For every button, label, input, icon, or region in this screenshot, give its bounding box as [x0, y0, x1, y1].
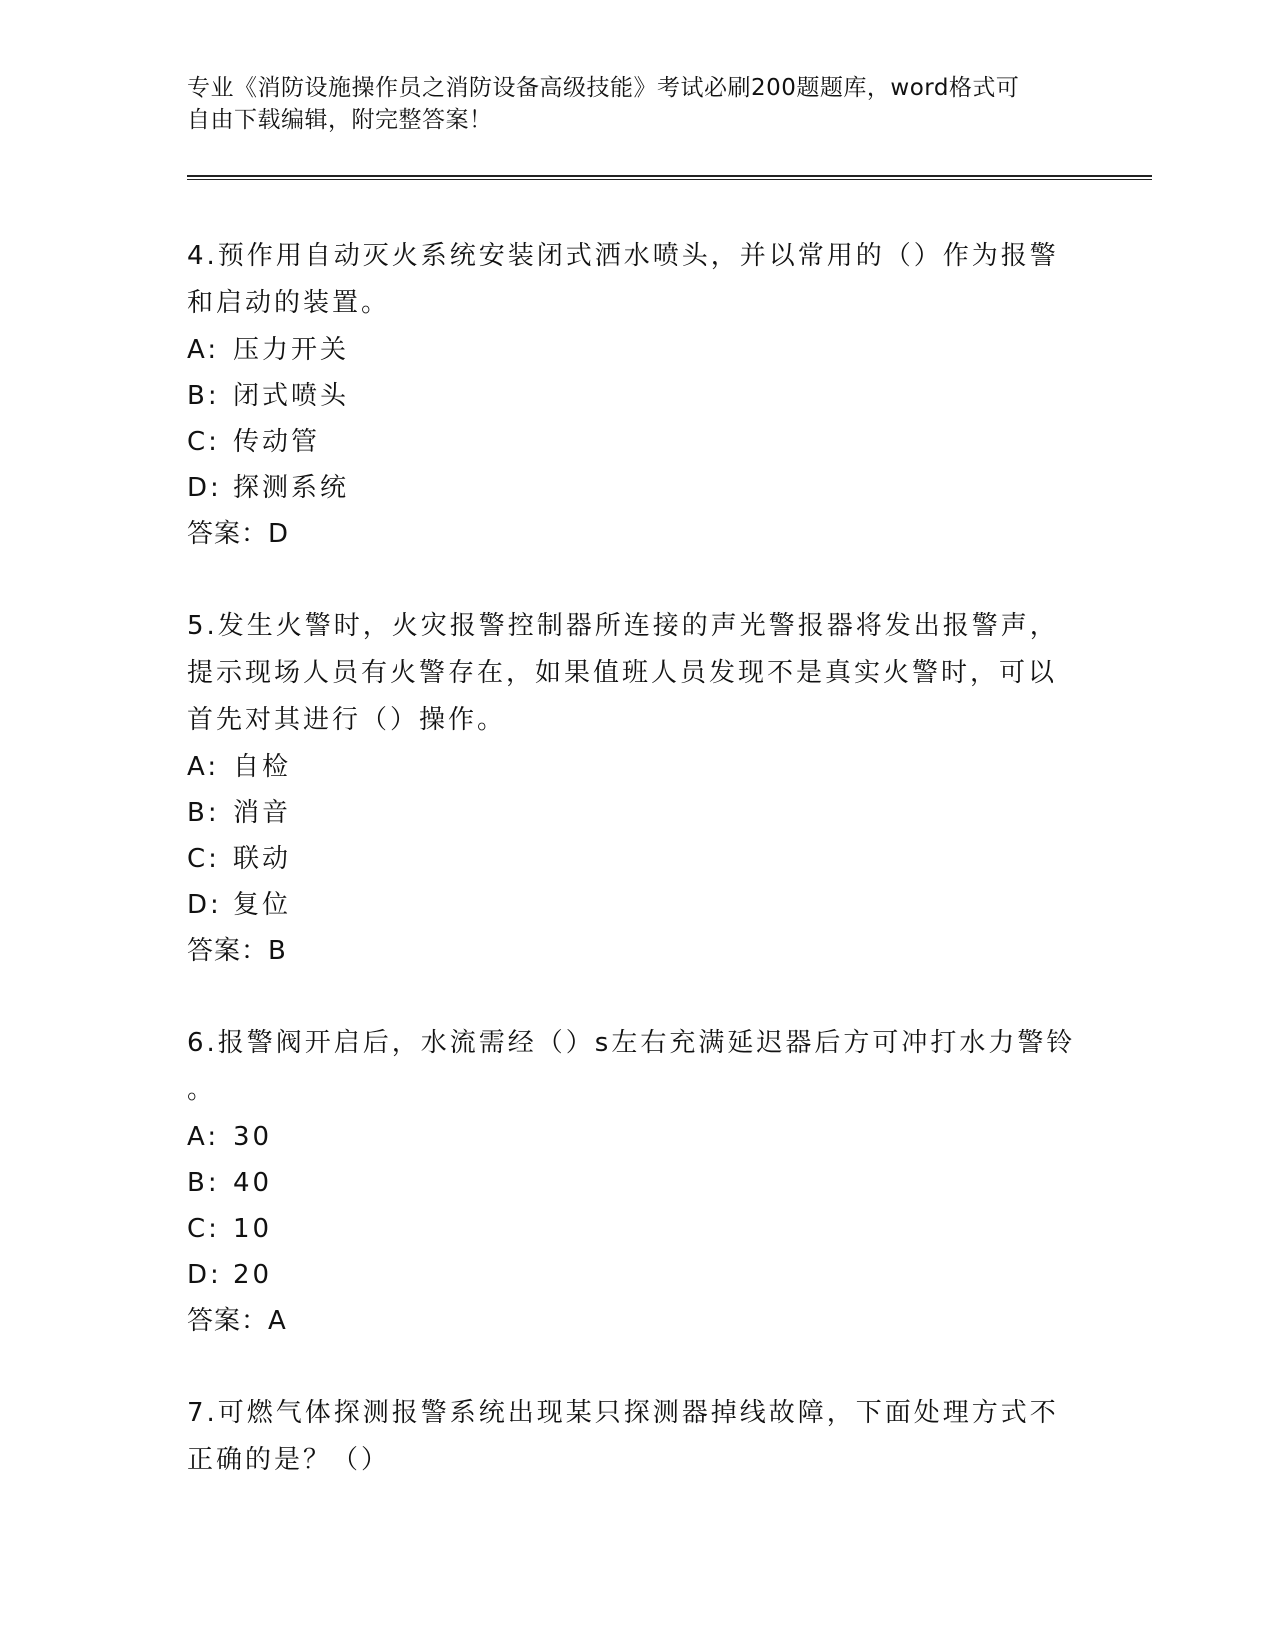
- option-a: [187, 744, 1087, 790]
- option-text: 自检: [233, 752, 292, 782]
- question-stem: [187, 603, 1087, 744]
- question-list: [187, 233, 1087, 1530]
- option-c: [187, 836, 1087, 882]
- option-c: [187, 419, 1087, 465]
- stem-line: 6.报警阀开启后，水流需经（）s左右充满延迟器后方可冲打水力警铃: [187, 1028, 1076, 1058]
- option-b: [187, 790, 1087, 836]
- answer-line: 答案：A: [187, 1306, 287, 1336]
- option-text: 压力开关: [233, 335, 350, 365]
- stem-line: 。: [187, 1075, 217, 1105]
- option-key: D:: [187, 890, 222, 920]
- option-key: C:: [187, 427, 220, 457]
- option-key: A:: [187, 1122, 220, 1152]
- option-text: 闭式喷头: [233, 381, 350, 411]
- answer-line: 答案：D: [187, 519, 290, 549]
- option-b: [187, 373, 1087, 419]
- option-text: 20: [233, 1260, 273, 1290]
- option-text: 40: [233, 1168, 273, 1198]
- question-stem: [187, 1390, 1087, 1484]
- option-key: B:: [187, 381, 220, 411]
- option-key: C:: [187, 1214, 220, 1244]
- question-5: [187, 603, 1087, 974]
- option-text: 传动管: [233, 427, 321, 457]
- option-d: [187, 882, 1087, 928]
- option-text: 探测系统: [233, 473, 350, 503]
- page-header: [187, 72, 1067, 136]
- stem-line: 7.可燃气体探测报警系统出现某只探测器掉线故障，下面处理方式不: [187, 1398, 1059, 1428]
- option-text: 联动: [233, 844, 292, 874]
- option-text: 10: [233, 1214, 273, 1244]
- question-4: [187, 233, 1087, 557]
- option-key: A:: [187, 752, 220, 782]
- option-text: 复位: [233, 890, 292, 920]
- question-stem: [187, 233, 1087, 327]
- option-a: [187, 327, 1087, 373]
- option-key: A:: [187, 335, 220, 365]
- stem-line: 首先对其进行（）操作。: [187, 705, 507, 735]
- option-key: D:: [187, 473, 222, 503]
- option-key: B:: [187, 1168, 220, 1198]
- stem-line: 正确的是？（）: [187, 1445, 391, 1475]
- option-key: B:: [187, 798, 220, 828]
- option-a: [187, 1114, 1087, 1160]
- question-6: [187, 1020, 1087, 1344]
- option-d: [187, 1252, 1087, 1298]
- stem-line: 和启动的装置。: [187, 288, 391, 318]
- header-divider: [187, 175, 1152, 180]
- answer-line: 答案：B: [187, 936, 287, 966]
- option-c: [187, 1206, 1087, 1252]
- header-line-1: 专业《消防设施操作员之消防设备高级技能》考试必刷200题题库，word格式可: [187, 75, 1020, 101]
- stem-line: 4.预作用自动灭火系统安装闭式洒水喷头，并以常用的（）作为报警: [187, 241, 1059, 271]
- header-line-2: 自由下载编辑，附完整答案！: [187, 107, 493, 133]
- option-text: 消音: [233, 798, 292, 828]
- option-d: [187, 465, 1087, 511]
- stem-line: 5.发生火警时，火灾报警控制器所连接的声光警报器将发出报警声，: [187, 611, 1059, 641]
- option-b: [187, 1160, 1087, 1206]
- question-stem: [187, 1020, 1087, 1114]
- option-key: D:: [187, 1260, 222, 1290]
- option-text: 30: [233, 1122, 273, 1152]
- option-key: C:: [187, 844, 220, 874]
- question-7: [187, 1390, 1087, 1484]
- stem-line: 提示现场人员有火警存在，如果值班人员发现不是真实火警时，可以: [187, 658, 1058, 688]
